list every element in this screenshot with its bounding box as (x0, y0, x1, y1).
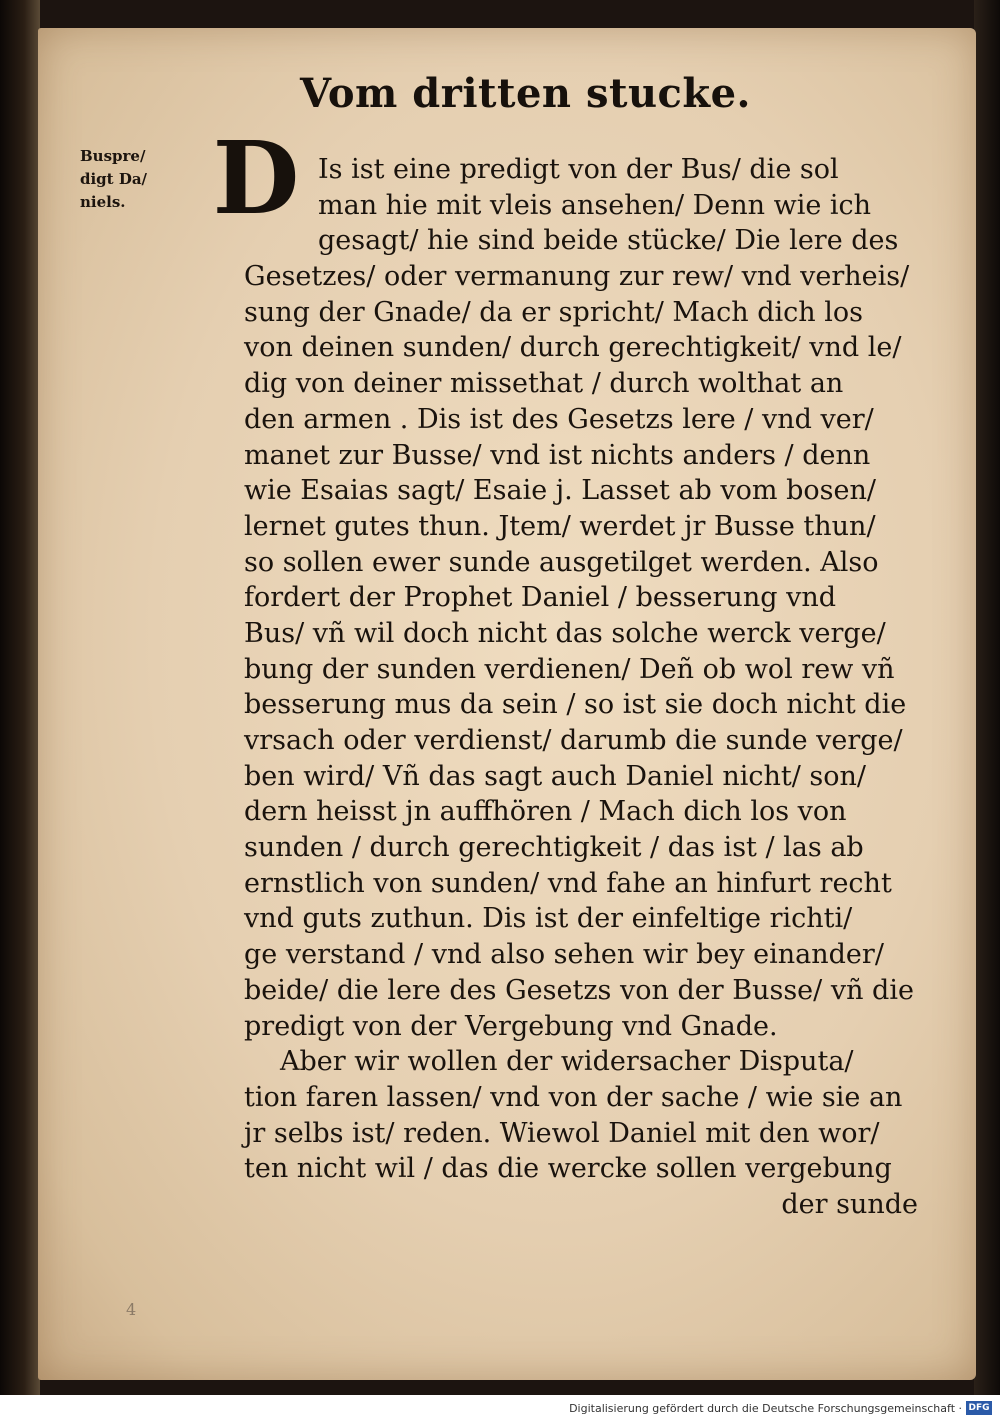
text-line: von deinen sunden/ durch gerechtigkeit/ vnd le/ (244, 332, 902, 364)
text-line: Aber wir wollen der widersacher Disputa/ (280, 1046, 854, 1078)
text-line: Is ist eine predigt von der Bus/ die sol (318, 154, 839, 185)
marginal-note-line: Buspre/ (80, 147, 146, 165)
text-line: besserung mus da sein / so ist sie doch nicht die (244, 689, 907, 721)
text-line: ben wird/ Vñ das sagt auch Daniel nicht/ son/ (244, 760, 867, 792)
book-right-edge (974, 0, 1000, 1395)
book-left-edge (0, 0, 40, 1395)
body-text (244, 152, 924, 1223)
text-line: beide/ die lere des Gesetzs von der Busse/ vñ die (244, 974, 914, 1006)
footer-credit: Digitalisierung gefördert durch die Deutsche Forschungsgemeinschaft · (569, 1402, 962, 1415)
text-line: den armen . Dis ist des Gesetzs lere / vnd ver/ (244, 403, 874, 435)
text-line: ge verstand / vnd also sehen wir bey einander/ (244, 939, 884, 971)
text-line: fordert der Prophet Daniel / besserung vnd (244, 582, 836, 614)
text-line: jr selbs ist/ reden. Wiewol Daniel mit den wor/ (244, 1117, 880, 1149)
catchword: der sunde (781, 1188, 918, 1220)
marginal-note (80, 145, 220, 214)
text-line: predigt von der Vergebung vnd Gnade. (244, 1010, 778, 1042)
text-line: ten nicht wil / das die wercke sollen vergebung (244, 1153, 892, 1185)
text-line: Bus/ vñ wil doch nicht das solche werck verge/ (244, 617, 886, 649)
text-line: bung der sunden verdienen/ Deñ ob wol rew vñ (244, 653, 895, 685)
marginal-note-line: niels. (80, 193, 126, 211)
text-line: so sollen ewer sunde ausgetilget werden. Also (244, 546, 879, 578)
footer-bar (0, 1395, 1000, 1421)
marginal-note-line: digt Da/ (80, 170, 148, 188)
text-line: gesagt/ hie sind beide stücke/ Die lere des (318, 225, 899, 257)
page-heading: Vom dritten stucke. (300, 70, 751, 117)
text-line: dig von deiner missethat / durch wolthat an (244, 368, 844, 400)
text-line: manet zur Busse/ vnd ist nichts anders / denn (244, 439, 871, 471)
pencil-annotation: 4 (126, 1300, 137, 1319)
text-line: lernet gutes thun. Jtem/ werdet jr Busse thun/ (244, 510, 876, 542)
text-line: dern heisst jn auffhören / Mach dich los von (244, 796, 847, 828)
text-line: vrsach oder verdienst/ darumb die sunde verge/ (244, 725, 903, 756)
text-line: sung der Gnade/ da er spricht/ Mach dich los (244, 296, 863, 328)
text-line: tion faren lassen/ vnd von der sache / wie sie an (244, 1081, 903, 1113)
drop-cap-initial: D (212, 119, 300, 237)
dfg-logo: DFG (966, 1401, 992, 1415)
text-line: vnd guts zuthun. Dis ist der einfeltige richti/ (244, 903, 853, 935)
text-line: wie Esaias sagt/ Esaie j. Lasset ab vom bosen/ (244, 475, 876, 507)
text-line: Gesetzes/ oder vermanung zur rew/ vnd verheis/ (244, 261, 910, 293)
text-line: man hie mit vleis ansehen/ Denn wie ich (318, 189, 872, 221)
text-line: ernstlich von sunden/ vnd fahe an hinfurt recht (244, 867, 892, 899)
text-line: sunden / durch gerechtigkeit / das ist / las ab (244, 832, 864, 864)
